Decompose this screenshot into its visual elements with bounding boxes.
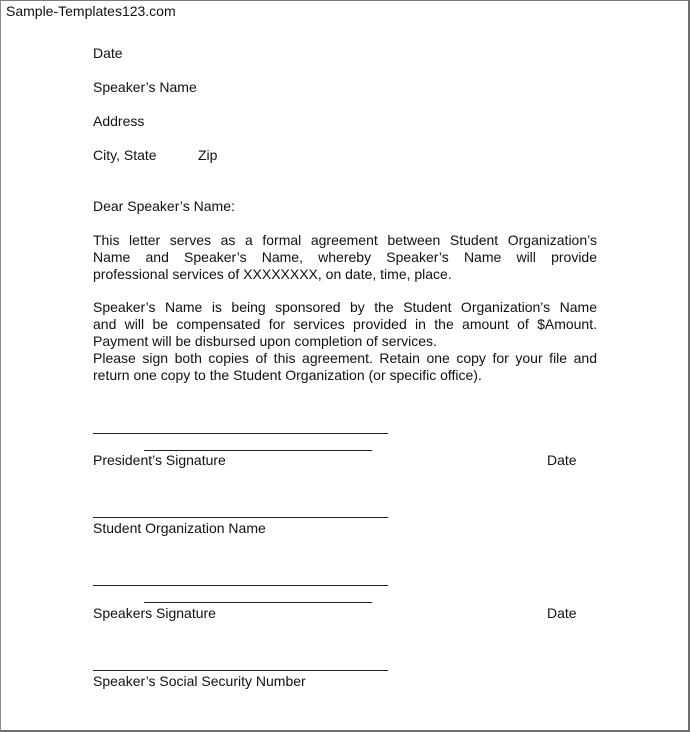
paragraph-line: and will be compensated for services provided in the amount of $Amount. xyxy=(93,316,597,332)
president-date-line xyxy=(144,450,372,451)
president-signature-line xyxy=(93,433,388,434)
speaker-signature-label: Speakers Signature xyxy=(93,605,216,621)
paragraph-line: return one copy to the Student Organization (or specific office). xyxy=(93,367,482,383)
salutation: Dear Speaker’s Name: xyxy=(93,198,235,214)
header-address: Address xyxy=(93,113,145,129)
header-zip: Zip xyxy=(198,147,218,163)
paragraph-line: Speaker’s Name is being sponsored by the Student Organization’s Name xyxy=(93,299,597,315)
speaker-signature-line xyxy=(93,585,388,586)
president-date-label: Date xyxy=(547,452,577,468)
speaker-date-label: Date xyxy=(547,605,577,621)
president-signature-label: President’s Signature xyxy=(93,452,226,468)
paragraph-line: Please sign both copies of this agreement. Retain one copy for your file and xyxy=(93,350,597,366)
header-city-state: City, State xyxy=(93,147,157,163)
student-organization-label: Student Organization Name xyxy=(93,520,266,536)
paragraph-agreement xyxy=(93,232,597,283)
paragraph-sign-copies xyxy=(93,350,597,384)
header-speaker-name: Speaker’s Name xyxy=(93,79,197,95)
header-date: Date xyxy=(93,45,123,61)
paragraph-line: Name and Speaker’s Name, whereby Speaker’s Name will provide xyxy=(93,249,597,265)
paragraph-line: Payment will be disbursed upon completion of services. xyxy=(93,333,437,349)
speaker-date-line xyxy=(144,602,372,603)
speaker-ssn-line xyxy=(93,670,388,671)
paragraph-compensation xyxy=(93,299,597,350)
paragraph-line: professional services of XXXXXXXX, on date, time, place. xyxy=(93,266,452,282)
student-organization-line xyxy=(93,517,388,518)
speaker-ssn-label: Speaker’s Social Security Number xyxy=(93,673,306,689)
paragraph-line: This letter serves as a formal agreement between Student Organization’s xyxy=(93,232,597,248)
watermark: Sample-Templates123.com xyxy=(6,3,176,19)
